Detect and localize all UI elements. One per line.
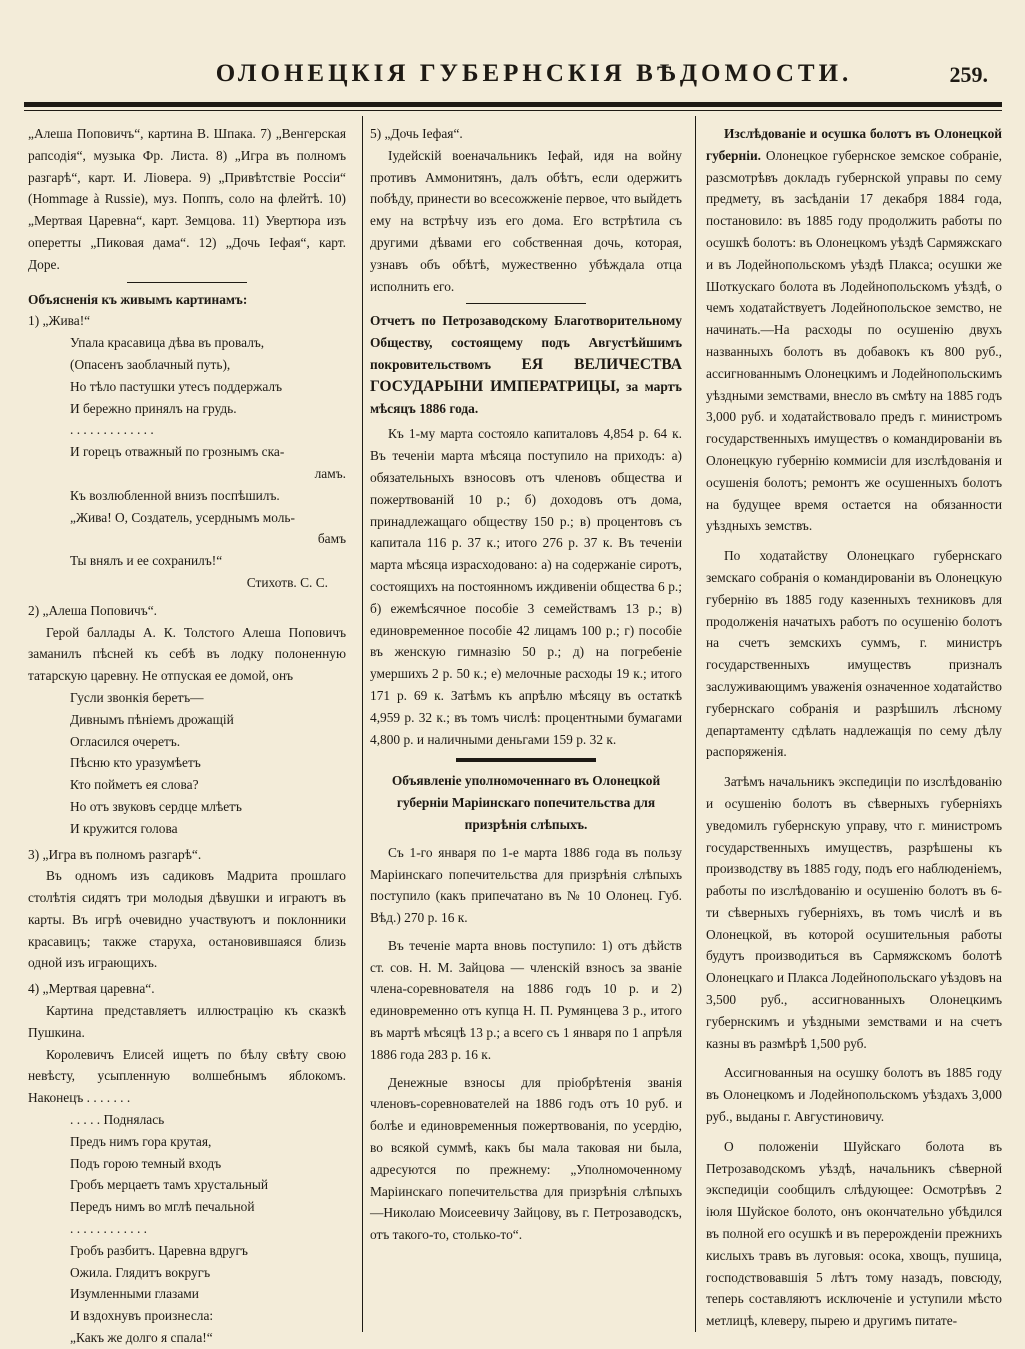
paragraph: Денежные взносы для пріобрѣтенія званія членовъ-соревнователей на 1886 годъ отъ 10 руб. и болѣе и единовременныя пожертвованія, по усердію, во всякой суммѣ, какъ бы мала таковая ни была, адресуются по прежнему: „Уполномоченному Маріинскаго попечительства для призрѣнія слѣпыхъ—Николаю Моисеевичу Зайцову, въ г. Петрозаводскъ, отъ такого-то, столько-то“.	[370, 1074, 682, 1243]
item-heading: 5) „Дочь Іефая“.	[370, 126, 463, 141]
article-title: Изслѣдованіе и осушка болотъ въ Олонецкой губерніи.	[706, 126, 1002, 163]
verse-line: Пѣсню кто уразумѣетъ	[70, 755, 201, 771]
verse-line: „Какъ же долго я спала!“	[70, 1330, 213, 1346]
separator-thick	[456, 758, 596, 762]
column-1	[28, 123, 346, 1349]
paragraph: Въ одномъ изъ садиковъ Мадрита прошлаго столѣтія сидятъ три молодыя дѣвушки и играютъ въ карты. Въ игрѣ очевидно участвуютъ и поклонники красавицъ; также старуха, остановившаяся близь одной изъ играющихъ.	[28, 868, 346, 971]
item-heading: 4) „Мертвая царевна“.	[28, 981, 155, 997]
paragraph: Іудейскій военачальникъ Іефай, идя на войну противъ Аммонитянъ, далъ обѣтъ, если одержитъ побѣду, принести во всесожжeніе первое, что выйдетъ ему на встрѣчу изъ его дома. Его встрѣтила съ другими дѣвами его собственная дочь, которая, узнавъ объ обѣтѣ, мужественно убѣждала отца исполнить его.	[370, 147, 682, 294]
item-heading: 2) „Алеша Поповичъ“.	[28, 602, 158, 618]
paragraph: О положеніи Шуйскаго болота въ Петрозаводскомъ уѣздѣ, начальникъ сѣверной экспедиціи сообщилъ слѣдующее: Осмотрѣвъ 2 іюля Шуйское болото, онъ окончательно убѣдился въ полной его осушкѣ и въ перерожденіи прежнихъ кислыхъ травъ въ луговыя: осока, хвощъ, пушица, господствовавшія 5 лѣтъ тому назадъ, повсюду, теперь составляютъ исключеніе и уступили мѣсто метлицѣ, клеверу, пырею и другимъ питате-	[706, 1138, 1002, 1329]
item-heading: 1) „Жива!“	[28, 313, 91, 329]
masthead	[24, 56, 1002, 104]
verse-line: И бережно принялъ на грудь.	[70, 400, 237, 416]
column-divider-1	[362, 116, 363, 1332]
notice-title: Объявленіе уполномоченнаго въ Олонецкой губерніи Маріинскаго попечительства для призрѣнія слѣпыхъ.	[391, 773, 661, 832]
report-body: Къ 1-му марта состояло капиталовъ 4,854 р. 64 к. Въ теченіи марта мѣсяца поступило на приходъ: а) обязательныхъ взносовъ отъ членовъ общества и пожертвованій 10 р.; б) доходовъ отъ дома, принадлежащаго обществу 150 р.; в) процентовъ съ капитала 116 р. 37 к.; итого 276 р. 37 к. Въ теченіи марта мѣсяца израсходовано: а) на содержаніе сиротъ, состоящихъ на постоянномъ иждивеніи общества 6 р.; б) ежемѣсячное пособіе 3 семействамъ 13 р.; в) единовременное пособіе 42 лицамъ 100 р.; г) пособіе въ женскую гимназію 50 р.; д) на погребеніе умершихъ 2 р. 50 к.; е) мелочные расходы 19 к.; итого 171 р. 69 к. Затѣмъ къ апрѣлю мѣсяцу въ остаткѣ 4,959 р. 32 к.; въ томъ числѣ: процентными бумагами 4,800 р. и наличными деньгами 159 р. 32 к.	[370, 426, 682, 747]
report-title-majesty: ЕЯ ВЕЛИЧЕСТВА ГОСУДАРЫНИ ИМПЕРАТРИЦЫ,	[370, 355, 682, 395]
verse-line: И кружится голова	[70, 820, 178, 836]
column-2	[370, 123, 682, 1246]
verse-line: Ты внялъ и ее сохранилъ!“	[70, 553, 223, 569]
report-title-part: Отчетъ по Петрозаводскому Благотворительному Обществу, состоящему подъ Августѣйшимъ покровительствомъ	[370, 313, 682, 372]
column-divider-2	[695, 116, 696, 1332]
ellipsis-line: . . . . . . . . . . . .	[70, 1221, 147, 1237]
verse-line: Передъ нимъ во мглѣ печальной	[70, 1199, 255, 1215]
poem-signature: Стихотв. С. С.	[246, 574, 328, 590]
concert-program: „Алеша Поповичъ“, картина В. Шпака. 7) „Венгерская рапсодія“, музыка Фр. Листа. 8) „Игра въ полномъ разгарѣ“, карт. И. Лiовера. 9) „Привѣтствіе Россіи“ (Hommage à Russie), муз. Поппъ, соло на флейтѣ. 10) „Мертвая Царевна“, карт. Земцова. 11) Увертюра изъ оперетты „Пиковая дама“. 12) „Дочь Іефая“, карт. Доре.	[28, 126, 346, 272]
ellipsis-line: . . . . . . . . . . . . .	[70, 422, 154, 438]
spacer	[706, 1128, 1002, 1136]
separator	[466, 303, 586, 304]
paragraph: Ассигнованныя на осушку болотъ въ 1885 году въ Олонецкомъ и Лодейнопольскомъ уѣздахъ 3,000 руб., выданы г. Августиновичу.	[706, 1065, 1002, 1125]
verse-line: И вздохнувъ произнесла:	[70, 1308, 214, 1324]
spacer	[706, 763, 1002, 771]
verse-line: Гробъ мерцаетъ тамъ хрустальный	[70, 1177, 269, 1193]
verse-line: Изумленными глазами	[70, 1286, 199, 1302]
verse-line: Но тѣло пастушки утесъ поддержалъ	[70, 378, 283, 394]
page-number: 259.	[949, 62, 988, 87]
paragraph: Картина представляетъ иллюстрацію къ сказкѣ Пушкина.	[28, 1003, 346, 1040]
newspaper-title: ОЛОНЕЦКІЯ ГУБЕРНСКІЯ ВѢДОМОСТИ.	[215, 60, 853, 87]
verse-line: Огласился очеретъ.	[70, 733, 181, 749]
paragraph: Съ 1-го января по 1-е марта 1886 года въ пользу Маріинскаго попечительства для призрѣнія слѣпыхъ поступило (какъ припечатано въ № 10 Олонец. Губ. Вѣд.) 270 р. 16 к.	[370, 844, 682, 926]
verse-line: Гробъ разбитъ. Царевна вдругъ	[70, 1242, 248, 1258]
verse-line: Кто пойметъ ея слова?	[70, 777, 199, 793]
spacer	[706, 537, 1002, 545]
paragraph: Олонецкое губернское земское собраніе, разсмотрѣвъ докладъ губернской управы по сему предмету, въ засѣданіи 17 декабря 1884 года, постановило: въ 1885 году продолжить работы по осушкѣ болотъ: въ Олонецкомъ уѣздѣ Сармяжскаго и въ Лодейнопольскомъ уѣздѣ Плакса; осушки же Шоткускаго болота въ Лодейнопольскомъ уѣздѣ, о чемъ ходатайствуетъ Лодейнопольское земство, не начинать.—На расходы по осушенію двухъ названныхъ болотъ въ добавокъ къ 800 руб., ассигнованнымъ Олонецкимъ и Лодейнопольскимъ уѣздными земствами, внесло въ смѣту на 1885 годъ 3,000 руб. и ходатайствовало предъ г. министромъ государственныхъ имуществъ о командированіи въ Олонецкую губернію коммисіи для изслѣдованія и осушенія болотъ; ремонтъ же осушенныхъ болотъ на будущее время остается на обязанности уѣздныхъ земствъ.	[706, 147, 1002, 534]
column-3	[706, 123, 1002, 1332]
report-title	[370, 310, 682, 419]
verse-line: Но отъ звуковъ сердце млѣетъ	[70, 798, 242, 814]
item-heading: 3) „Игра въ полномъ разгарѣ“.	[28, 846, 202, 862]
header-rule-thin	[24, 110, 1002, 111]
header-rule-thick	[24, 102, 1002, 107]
spacer	[706, 1054, 1002, 1062]
verse-line: Гусли звонкія беретъ—	[70, 689, 204, 705]
section-title-explanations: Объясненія къ живымъ картинамъ:	[28, 291, 248, 307]
paragraph: Затѣмъ начальникъ экспедиціи по изслѣдованію и осушенію болотъ въ сѣверныхъ губерніяхъ уведомилъ губернскую управу, что г. министромъ государственныхъ имуществъ, разрѣшены къ производству въ 1885 году, подъ его наблюденіемъ, работы по изслѣдованію и осушенію болотъ въ 6-ти сѣверныхъ губерніяхъ, въ томъ числѣ и въ Олонецкой, въ которой осушительныя работы будутъ производиться въ Сармяжскомъ болотѣ Олонецкаго и Плакса Лодейнопольскаго уѣздовъ на 3,500 руб., ассигнованныхъ Олонецкимъ губернскимъ и уѣздными земствами и на счетъ казны въ размѣрѣ 1,500 руб.	[706, 774, 1002, 1051]
verse-line: Дивнымъ пѣніемъ дрожащій	[70, 711, 234, 727]
verse-line-continuation: ламъ.	[314, 465, 346, 481]
paragraph: Въ теченіе марта вновь поступило: 1) отъ дѣйств ст. сов. Н. М. Зайцова — членскій взносъ за званіе члена-соревнователя на 1886 годъ 10 р. и 2) единовременно отъ купца Н. П. Румянцева 3 р., итого въ мартѣ мѣсяцѣ 13 р.; а всего съ 1 января по 1 апрѣля 1886 года 283 р. 16 к.	[370, 937, 682, 1062]
verse-line-continuation: бамъ	[317, 531, 346, 547]
paragraph: Герой баллады А. К. Толстого Алеша Поповичъ заманилъ пѣсней къ себѣ въ лодку полоненную татарскую царевну. Не отпуская ее домой, онъ	[28, 624, 346, 684]
separator	[127, 282, 247, 283]
verse-line: Предъ нимъ гора крутая,	[70, 1133, 212, 1149]
paragraph: По ходатайству Олонецкаго губернскаго земскаго собранія о командированіи въ Олонецкую губернію въ 1885 году казенныхъ техниковъ для продолженія начатыхъ работъ по осушенію болотъ на счетъ земскихъ суммъ, г. министръ государственныхъ имуществъ призналъ заслуживающимъ уваженія означенное ходатайство губернскаго собранія и разрѣшилъ лѣсному департаменту сдѣлать надлежащія по сему дѣлу распоряженія.	[706, 548, 1002, 760]
verse-line: Къ возлюбленной внизъ поспѣшилъ.	[70, 487, 280, 503]
verse-line: Упала красавица дѣва въ провалъ,	[70, 335, 265, 351]
paragraph: Королевичъ Елисей ищетъ по бѣлу свѣту свою невѣсту, усыпленную волшебнымъ яблокомъ. Наконецъ . . . . . . .	[28, 1046, 346, 1106]
article-marsh-drainage	[706, 123, 1002, 537]
verse-line: Подъ горою темный входъ	[70, 1155, 222, 1171]
verse-line: (Опасенъ заоблачный путь),	[70, 356, 231, 372]
report-title-part: за мартъ мѣсяцъ 1886 года.	[370, 378, 682, 416]
verse-line: „Жива! О, Создатель, усерднымъ моль-	[70, 509, 295, 525]
verse-line: Ожила. Глядитъ вокругъ	[70, 1264, 211, 1280]
verse-line: И горецъ отважный по грознымъ ска-	[70, 444, 285, 460]
verse-line: . . . . . Поднялась	[70, 1112, 165, 1128]
